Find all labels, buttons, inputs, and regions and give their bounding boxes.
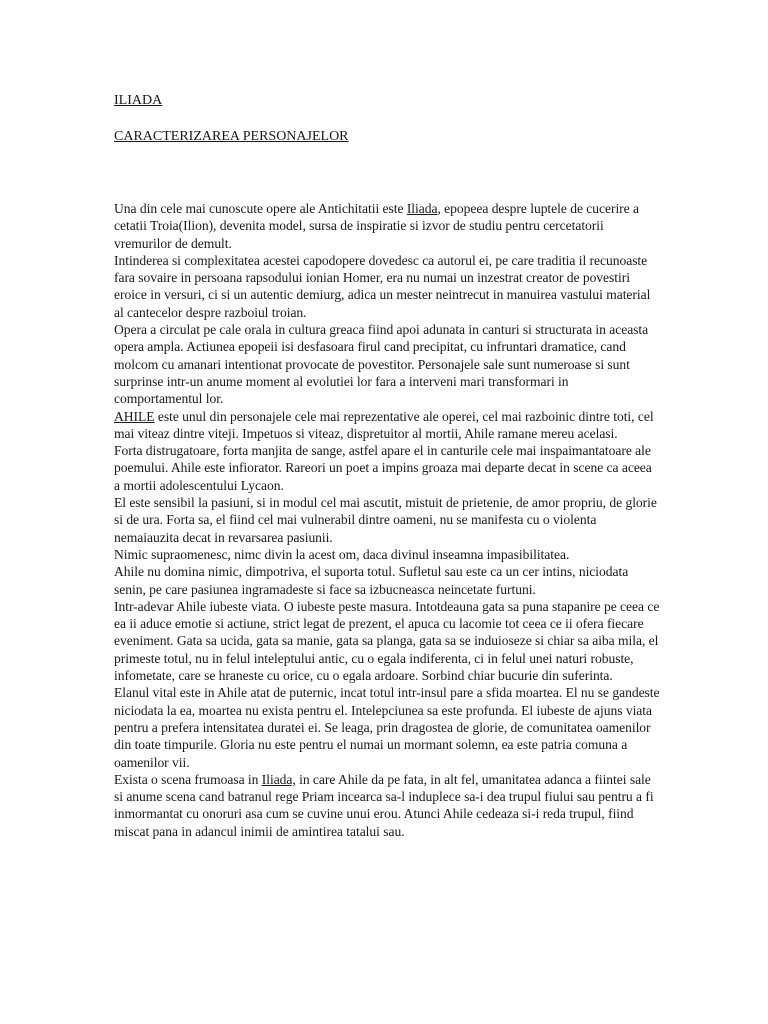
paragraph bbox=[114, 771, 660, 840]
paragraph: Intinderea si complexitatea acestei capodopere dovedesc ca autorul ei, pe care traditia il recunoaste fara sovaire in persoana rapsodului ionian Homer, era nu numai un inzestrat creator de povestiri eroice in versuri, ci si un autentic demiurg, adica un mester neintrecut in manuirea vastului material al cantecelor despre razboiul troian. bbox=[114, 252, 651, 320]
paragraph bbox=[114, 408, 660, 443]
character-name-link: AHILE bbox=[114, 408, 155, 424]
paragraph-text: in care Ahile da pe fata, in alt fel, umanitatea adanca a fiintei sale si anume scena cand batranul rege Priam incearca sa-l induplece sa-i dea trupul fiului sau pentru a fi inmormantat cu onoruri asa cum se cuvine unui erou. Atunci Ahile cedeaza si-i reda trupul, fiind miscat pana in adancul inimii de amintirea tatalui sau. bbox=[114, 771, 654, 839]
document-body bbox=[114, 200, 660, 840]
paragraph bbox=[114, 200, 660, 252]
work-title-link: Iliada, bbox=[261, 771, 296, 787]
paragraph: Ahile nu domina nimic, dimpotriva, el suporta totul. Sufletul sau este ca un cer intins, niciodata senin, pe care pasiunea ingramadeste si face sa izbucneasca neincetate furtuni. bbox=[114, 564, 629, 597]
work-title-link: Iliada bbox=[406, 201, 438, 216]
paragraph: Nimic supraomenesc, nimc divin la acest om, daca divinul inseamna impasibilitatea. bbox=[114, 546, 570, 562]
paragraph: El este sensibil la pasiuni, si in modul cel mai ascutit, mistuit de prietenie, de amor propriu, de glorie si de ura. Forta sa, el fiind cel mai vulnerabil dintre oameni, nu se manifesta cu o violenta nemaiauzita decat in revarsarea pasiunii. bbox=[114, 495, 657, 545]
paragraph: Elanul vital este in Ahile atat de puternic, incat totul intr-insul pare a sfida moartea. El nu se gandeste niciodata la ea, moartea nu exista pentru el. Intelepciunea sa este profunda. El iubeste de ajuns viata pentru a prefera intensitatea duratei ei. Se leaga, prin dragostea de glorie, de comunitatea oamenilor din toate timpurile. Gloria nu este pentru el numai un mormant solemn, ea este patria comuna a oamenilor vii. bbox=[114, 685, 660, 770]
document-subtitle: CARACTERIZAREA PERSONAJELOR bbox=[114, 129, 349, 144]
paragraph-text: Una din cele mai cunoscute opere ale Antichitatii este bbox=[114, 201, 407, 216]
paragraph: Opera a circulat pe cale orala in cultura greaca fiind apoi adunata in canturi si structurata in aceasta opera ampla. Actiunea epopeii isi desfasoara firul cand precipitat, cu infruntari dramatice, cand molcom cu amanari intentionat provocate de povestitor. Personajele sale sunt numeroase si sunt surprinse intr-un anume moment al evolutiei lor fara a interveni mari transformari in comportamentul lor. bbox=[114, 322, 649, 407]
document-title: ILIADA bbox=[114, 93, 163, 108]
paragraph: Forta distrugatoare, forta manjita de sange, astfel apare el in canturile cele mai inspaimantatoare ale poemului. Ahile este infiorator. Rareori un poet a impins groaza mai departe decat in scene ca aceea a mortii adolescentului Lycaon. bbox=[114, 443, 652, 493]
paragraph-text: Exista o scena frumoasa in bbox=[114, 771, 262, 787]
paragraph: Intr-adevar Ahile iubeste viata. O iubeste peste masura. Intotdeauna gata sa puna stapanire pe ceea ce ea ii aduce emotie si actiune, strict legat de prezent, el apuca cu lacomie tot ceea ce ii ofera fiecare eveniment. Gata sa ucida, gata sa manie, gata sa planga, gata sa se induioseze si chiar sa aiba mila, el primeste totul, nu in felul inteleptului antic, cu o egala indiferenta, ci in felul unei naturi robuste, infometate, care se hraneste cu orice, cu o egala ardoare. Sorbind chiar bucurie din suferinta. bbox=[114, 598, 660, 684]
paragraph-text: , epopeea despre luptele de cucerire a cetatii Troia(Ilion), devenita model, sursa de inspiratie si izvor de studiu pentru cercetatorii vremurilor de demult. bbox=[114, 201, 639, 251]
paragraph-text: este unul din personajele cele mai reprezentative ale operei, cel mai razboinic dintre toti, cel mai viteaz dintre viteji. Impetuos si viteaz, dispretuitor al mortii, Ahile ramane mereu acelasi. bbox=[114, 408, 654, 441]
